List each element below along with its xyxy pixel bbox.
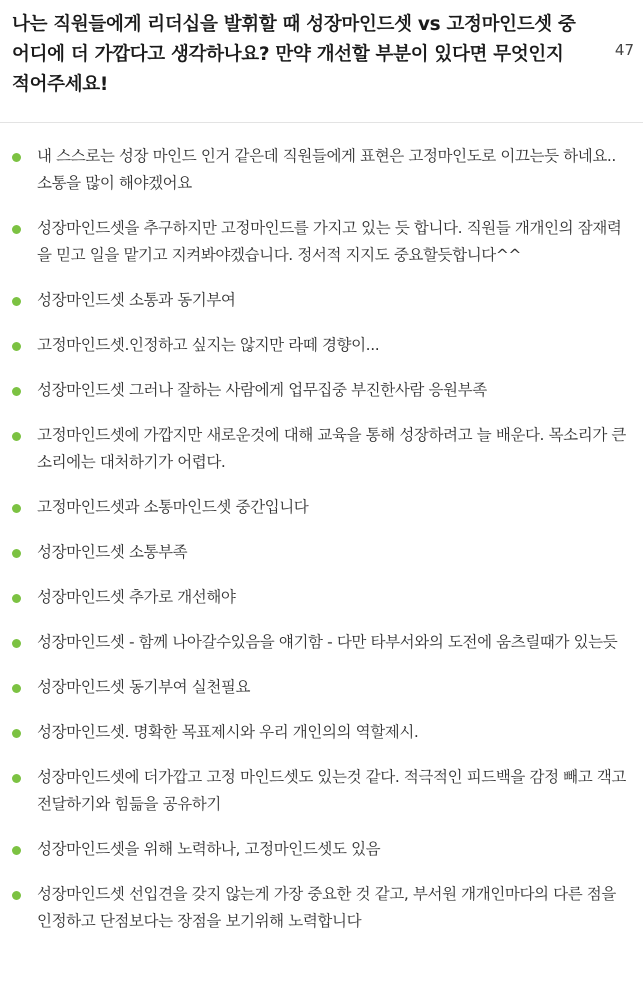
response-text: 고정마인드셋과 소통마인드셋 중간입니다: [37, 498, 309, 516]
bullet-dot-icon: [12, 684, 21, 693]
response-text: 성장마인드셋을 위해 노력하나, 고정마인드셋도 있음: [37, 840, 381, 858]
response-text: 내 스스로는 성장 마인드 인거 같은데 직원들에게 표현은 고정마인도로 이끄는듯 하네요.. 소통을 많이 해야겠어요: [37, 147, 616, 192]
response-item: [0, 719, 643, 746]
bullet-dot-icon: [12, 549, 21, 558]
response-text: 성장마인드셋 - 함께 나아갈수있음을 얘기함 - 다만 타부서와의 도전에 움츠릴때가 있는듯: [37, 633, 618, 651]
response-item: [0, 584, 643, 611]
bullet-dot-icon: [12, 774, 21, 783]
response-item: [0, 881, 643, 935]
response-item: [0, 287, 643, 314]
bullet-dot-icon: [12, 729, 21, 738]
response-item: [0, 377, 643, 404]
header-divider: [0, 122, 643, 123]
bullet-dot-icon: [12, 297, 21, 306]
response-text: 성장마인드셋 선입견을 갖지 않는게 가장 중요한 것 같고, 부서원 개개인마다의 다른 점을 인정하고 단점보다는 장점을 보기위해 노력합니다: [37, 885, 616, 930]
response-item: [0, 764, 643, 818]
response-text: 성장마인드셋 그러나 잘하는 사람에게 업무집중 부진한사람 응원부족: [37, 381, 487, 399]
response-text: 성장마인드셋. 명확한 목표제시와 우리 개인의의 역할제시.: [37, 723, 419, 741]
response-text: 성장마인드셋에 더가깝고 고정 마인드셋도 있는것 같다. 적극적인 피드백을 감정 빼고 객고전달하기와 힘듦을 공유하기: [37, 768, 627, 813]
bullet-dot-icon: [12, 225, 21, 234]
bullet-dot-icon: [12, 846, 21, 855]
bullet-dot-icon: [12, 432, 21, 441]
bullet-dot-icon: [12, 153, 21, 162]
response-item: [0, 836, 643, 863]
response-item: [0, 674, 643, 701]
response-list: [0, 143, 643, 953]
response-item: [0, 494, 643, 521]
response-text: 성장마인드셋 소통부족: [37, 543, 188, 561]
question-title: 나는 직원들에게 리더십을 발휘할 때 성장마인드셋 vs 고정마인드셋 중 어디에 더 가깝다고 생각하나요? 만약 개선할 부분이 있다면 무엇인지 적어주세요!: [12, 14, 576, 95]
response-text: 성장마인드셋 소통과 동기부여: [37, 291, 236, 309]
response-text: 고정마인드셋.인정하고 싶지는 않지만 라떼 경향이...: [37, 336, 380, 354]
bullet-dot-icon: [12, 504, 21, 513]
response-text: 성장마인드셋 추가로 개선해야: [37, 588, 236, 606]
question-header: [0, 0, 643, 122]
response-item: [0, 629, 643, 656]
response-text: 성장마인드셋 동기부여 실천필요: [37, 678, 251, 696]
bullet-dot-icon: [12, 594, 21, 603]
response-text: 성장마인드셋을 추구하지만 고정마인드를 가지고 있는 듯 합니다. 직원들 개개인의 잠재력을 믿고 일을 맡기고 지켜봐야겠습니다. 정서적 지지도 중요할듯합니다^^: [37, 219, 622, 264]
response-item: [0, 215, 643, 269]
response-item: [0, 539, 643, 566]
bullet-dot-icon: [12, 639, 21, 648]
bullet-dot-icon: [12, 387, 21, 396]
response-item: [0, 422, 643, 476]
bullet-dot-icon: [12, 342, 21, 351]
response-count: 47: [614, 41, 634, 59]
response-text: 고정마인드셋에 가깝지만 새로운것에 대해 교육을 통해 성장하려고 늘 배운다. 목소리가 큰소리에는 대처하기가 어렵다.: [37, 426, 627, 471]
response-item: [0, 143, 643, 197]
bullet-dot-icon: [12, 891, 21, 900]
response-item: [0, 332, 643, 359]
